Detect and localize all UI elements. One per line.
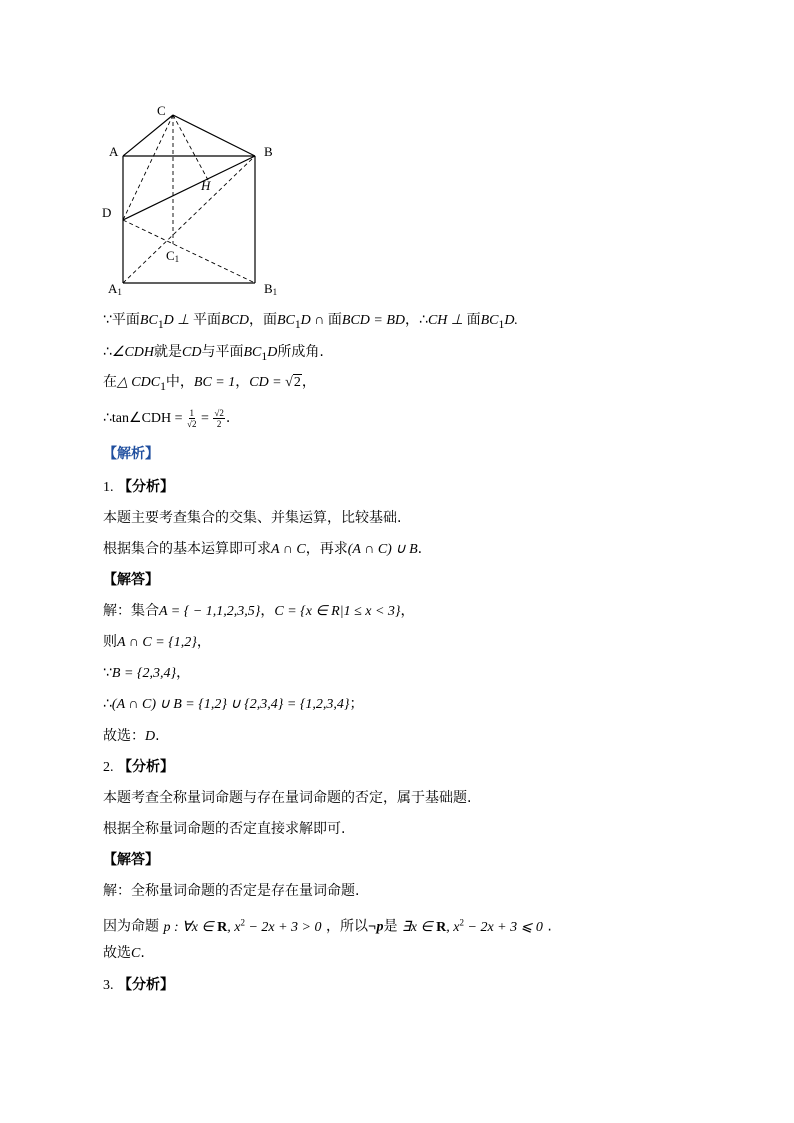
label-B1: B1 (264, 281, 278, 297)
label-A1: A1 (108, 281, 122, 297)
edge-CD (123, 115, 173, 220)
proof-line-4: ∴tan∠CDH = $\frac{1}{√2}$ = $\frac{√2}{2}$ . (103, 407, 231, 429)
label-C1: C1 (166, 248, 180, 264)
edge-CH (173, 115, 208, 180)
q2-solution-2: 因为命题 p : ∀x ∈ R, $x^2 - 2x + 3 > 0$ ，所以¬p是 ∃x ∈ R, $x^2 - 2x + 3$ ⩽ 0 . (103, 917, 552, 935)
sqrt-2: √2 (285, 375, 301, 390)
q2-solution-heading: 【解答】 (103, 852, 159, 868)
label-B: B (264, 144, 273, 159)
edge-DB1 (123, 220, 255, 283)
q2-analysis-1: 本题考查全称量词命题与存在量词命题的否定，属于基础题. (103, 790, 472, 806)
fraction-root2-over-2: $\frac{√2}{2}$ (214, 407, 224, 429)
q1-solution-2: 则A ∩ C = {1,2}， (103, 634, 211, 650)
q1-solution-1: 解：集合A = { − 1,1,2,3,5}，C = {x ∈ R|1 ≤ x < 3}， (103, 603, 415, 619)
solid-edges (123, 115, 255, 283)
proof-line-3: 在△ $CDC_1$中，BC = 1，CD = √2， (103, 374, 316, 393)
q1-answer: 故选：D. (103, 728, 160, 744)
section-heading-jiexi: 【解析】 (103, 446, 159, 462)
edge-A1B (123, 156, 255, 283)
q1-analysis-1: 本题主要考查集合的交集、并集运算，比较基础. (103, 510, 402, 526)
edge-DB (123, 156, 255, 220)
proof-line-2: ∴∠CDH就是CD与平面$BC_1D$所成角. (103, 344, 324, 363)
q1-solution-4: ∴(A ∩ C) ∪ B = {1,2} ∪ {2,3,4} = {1,2,3,4}； (103, 696, 364, 712)
q2-answer: 故选C. (103, 945, 145, 961)
q2-solution-1: 解：全称量词命题的否定是存在量词命题. (103, 883, 360, 899)
q3-heading: 3. 【分析】 (103, 977, 174, 993)
label-C: C (157, 103, 166, 118)
label-A: A (109, 144, 119, 159)
edge-AC (123, 115, 173, 156)
prism-figure (100, 100, 300, 300)
edge-CB (173, 115, 255, 156)
proof-line-1: ∵平面$BC_1D$ ⊥ 平面BCD，面$BC_1D$ ∩ 面BCD = BD，∴CH ⊥ 面$BC_1D$. (103, 312, 518, 331)
q2-heading: 2. 【分析】 (103, 759, 174, 775)
q1-solution-3: ∵B = {2,3,4}， (103, 665, 191, 681)
q1-analysis-2: 根据集合的基本运算即可求A ∩ C，再求(A ∩ C) ∪ B. (103, 541, 423, 557)
label-D: D (102, 205, 112, 220)
label-H: H (201, 178, 211, 193)
fraction-1-over-root2: $\frac{1}{√2}$ (187, 407, 197, 429)
q1-heading: 1. 【分析】 (103, 479, 174, 495)
q1-solution-heading: 【解答】 (103, 572, 159, 588)
q2-analysis-2: 根据全称量词命题的否定直接求解即可. (103, 821, 346, 837)
